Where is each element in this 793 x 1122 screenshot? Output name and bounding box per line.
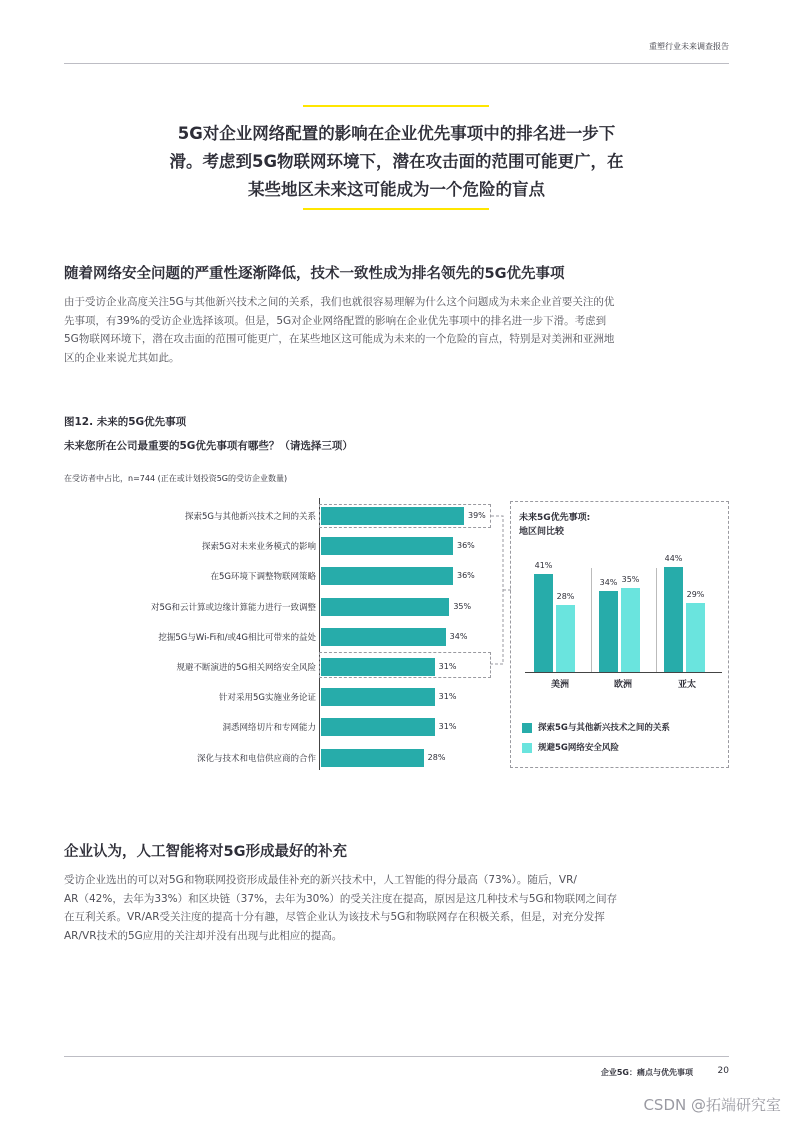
region-divider bbox=[591, 568, 592, 672]
regional-bar-value: 35% bbox=[621, 575, 640, 585]
pull-quote-line: 5G对企业网络配置的影响在企业优先事项中的排名进一步下 bbox=[177, 124, 616, 143]
bar-category-label: 探索5G与其他新兴技术之间的关系 bbox=[185, 512, 316, 522]
bar-value-label: 34% bbox=[449, 631, 468, 641]
highlight-box-top bbox=[319, 504, 491, 528]
bar-category-label: 规避不断演进的5G相关网络安全风险 bbox=[176, 663, 316, 673]
header-title: 重塑行业未来调查报告 bbox=[649, 42, 729, 51]
paragraph-line: 5G物联网环境下，潜在攻击面的范围可能更广，在某些地区这可能成为未来的一个危险的盲点，特别是对美洲和亚洲地 bbox=[64, 333, 615, 345]
region-label: 亚太 bbox=[677, 680, 696, 690]
bar-category-label: 探索5G对未来业务模式的影响 bbox=[202, 542, 316, 553]
regional-bar bbox=[556, 605, 575, 672]
bar-value-label: 31% bbox=[438, 692, 457, 702]
paragraph-line: 受访企业选出的可以对5G和物联网投资形成最佳补充的新兴技术中，人工智能的得分最高（73%）。随后，VR/ bbox=[64, 874, 577, 886]
footer-divider bbox=[64, 1056, 729, 1057]
bar bbox=[321, 688, 435, 706]
bar-category-label: 挖掘5G与Wi-Fi和/或4G相比可带来的益处 bbox=[158, 632, 316, 643]
bar bbox=[321, 598, 449, 616]
paragraph-line: AR（42%，去年为33%）和区块链（37%，去年为30%）的受关注度在提高，原因是这几种技术与5G和物联网之间存 bbox=[64, 892, 618, 905]
highlight-box-bottom bbox=[319, 652, 491, 678]
figure-question: 未来您所在公司最重要的5G优先事项有哪些？（请选择三项） bbox=[64, 440, 353, 452]
bar-value-label: 35% bbox=[453, 601, 472, 611]
legend-label-series1: 探索5G与其他新兴技术之间的关系 bbox=[538, 723, 670, 733]
bar-value-label: 36% bbox=[457, 541, 475, 551]
paragraph-line: 在互利关系。VR/AR受关注度的提高十分有趣，尽管企业认为该技术与5G和物联网存在积极关系，但是，对充分发挥 bbox=[64, 911, 605, 923]
bar-category-label: 洞悉网络切片和专网能力 bbox=[222, 723, 316, 734]
bar-category-label: 针对采用5G实施业务论证 bbox=[219, 693, 316, 704]
paragraph-line: AR/VR技术的5G应用的关注却并没有出现与此相应的提高。 bbox=[64, 929, 343, 942]
regional-bar-value: 41% bbox=[534, 561, 553, 571]
watermark: CSDN @拓端研究室 bbox=[643, 1096, 781, 1114]
bar bbox=[321, 749, 424, 767]
regional-bar bbox=[621, 588, 640, 672]
figure-note: 在受访者中占比，n=744 (正在或计划投资5G的受访企业数量) bbox=[64, 474, 288, 483]
section2-heading: 企业认为，人工智能将对5G形成最好的补充 bbox=[64, 844, 347, 860]
pull-quote-top-rule bbox=[303, 105, 489, 107]
regional-bar-value: 34% bbox=[599, 577, 618, 587]
bar-category-label: 对5G和云计算或边缘计算能力进行一致调整 bbox=[151, 602, 316, 613]
bar-value-label: 28% bbox=[427, 752, 446, 762]
bar-value-label: 31% bbox=[438, 662, 457, 671]
bar bbox=[321, 628, 446, 646]
bar-value-label: 36% bbox=[457, 571, 475, 581]
section2-paragraph bbox=[64, 871, 729, 945]
region-label: 欧洲 bbox=[613, 680, 632, 690]
legend-swatch-series1 bbox=[522, 723, 532, 733]
figure-title: 图12. 未来的5G优先事项 bbox=[64, 416, 187, 428]
regional-chart-baseline bbox=[525, 672, 722, 673]
pull-quote-bottom-rule bbox=[303, 208, 489, 210]
region-divider bbox=[656, 568, 657, 672]
paragraph-line: 区的企业来说尤其如此。 bbox=[64, 351, 180, 364]
regional-bar bbox=[534, 574, 553, 672]
regional-bar-value: 44% bbox=[664, 554, 683, 563]
panel-title-line: 地区间比较 bbox=[519, 527, 565, 537]
regional-bar bbox=[599, 591, 618, 672]
section1-heading: 随着网络安全问题的严重性逐渐降低，技术一致性成为排名领先的5G优先事项 bbox=[64, 266, 565, 282]
pull-quote bbox=[120, 120, 673, 204]
header-divider bbox=[64, 63, 729, 64]
section1-paragraph bbox=[64, 293, 729, 367]
bar-chart-axis bbox=[319, 498, 320, 770]
footer-doc-title: 企业5G：痛点与优先事项 bbox=[600, 1068, 693, 1077]
pull-quote-line: 滑。考虑到5G物联网环境下，潜在攻击面的范围可能更广，在 bbox=[169, 152, 624, 171]
bar-category-label: 在5G环境下调整物联网策略 bbox=[210, 572, 316, 583]
regional-bar-value: 28% bbox=[556, 592, 575, 602]
region-label: 美洲 bbox=[550, 680, 569, 690]
bar-category-label: 深化与技术和电信供应商的合作 bbox=[196, 753, 316, 764]
legend-swatch-series2 bbox=[522, 743, 532, 753]
bar-value-label: 31% bbox=[438, 722, 457, 732]
regional-bar bbox=[686, 603, 705, 672]
regional-bar bbox=[664, 567, 683, 672]
regional-bar-value: 29% bbox=[686, 589, 705, 599]
paragraph-line: 由于受访企业高度关注5G与其他新兴技术之间的关系，我们也就很容易理解为什么这个问题成为未来企业首要关注的优 bbox=[64, 296, 615, 308]
pull-quote-line: 某些地区未来这可能成为一个危险的盲点 bbox=[248, 180, 545, 199]
bar bbox=[321, 718, 435, 736]
bar-value-label: 39% bbox=[468, 511, 486, 520]
bar bbox=[321, 537, 453, 555]
panel-title-line: 未来5G优先事项: bbox=[519, 513, 591, 523]
page-number: 20 bbox=[717, 1066, 729, 1076]
bar bbox=[321, 567, 453, 585]
paragraph-line: 先事项，有39%的受访企业选择该项。但是，5G对企业网络配置的影响在企业优先事项中的排名进一步下滑。考虑到 bbox=[64, 314, 607, 327]
legend-label-series2: 规避5G网络安全风险 bbox=[538, 743, 619, 753]
